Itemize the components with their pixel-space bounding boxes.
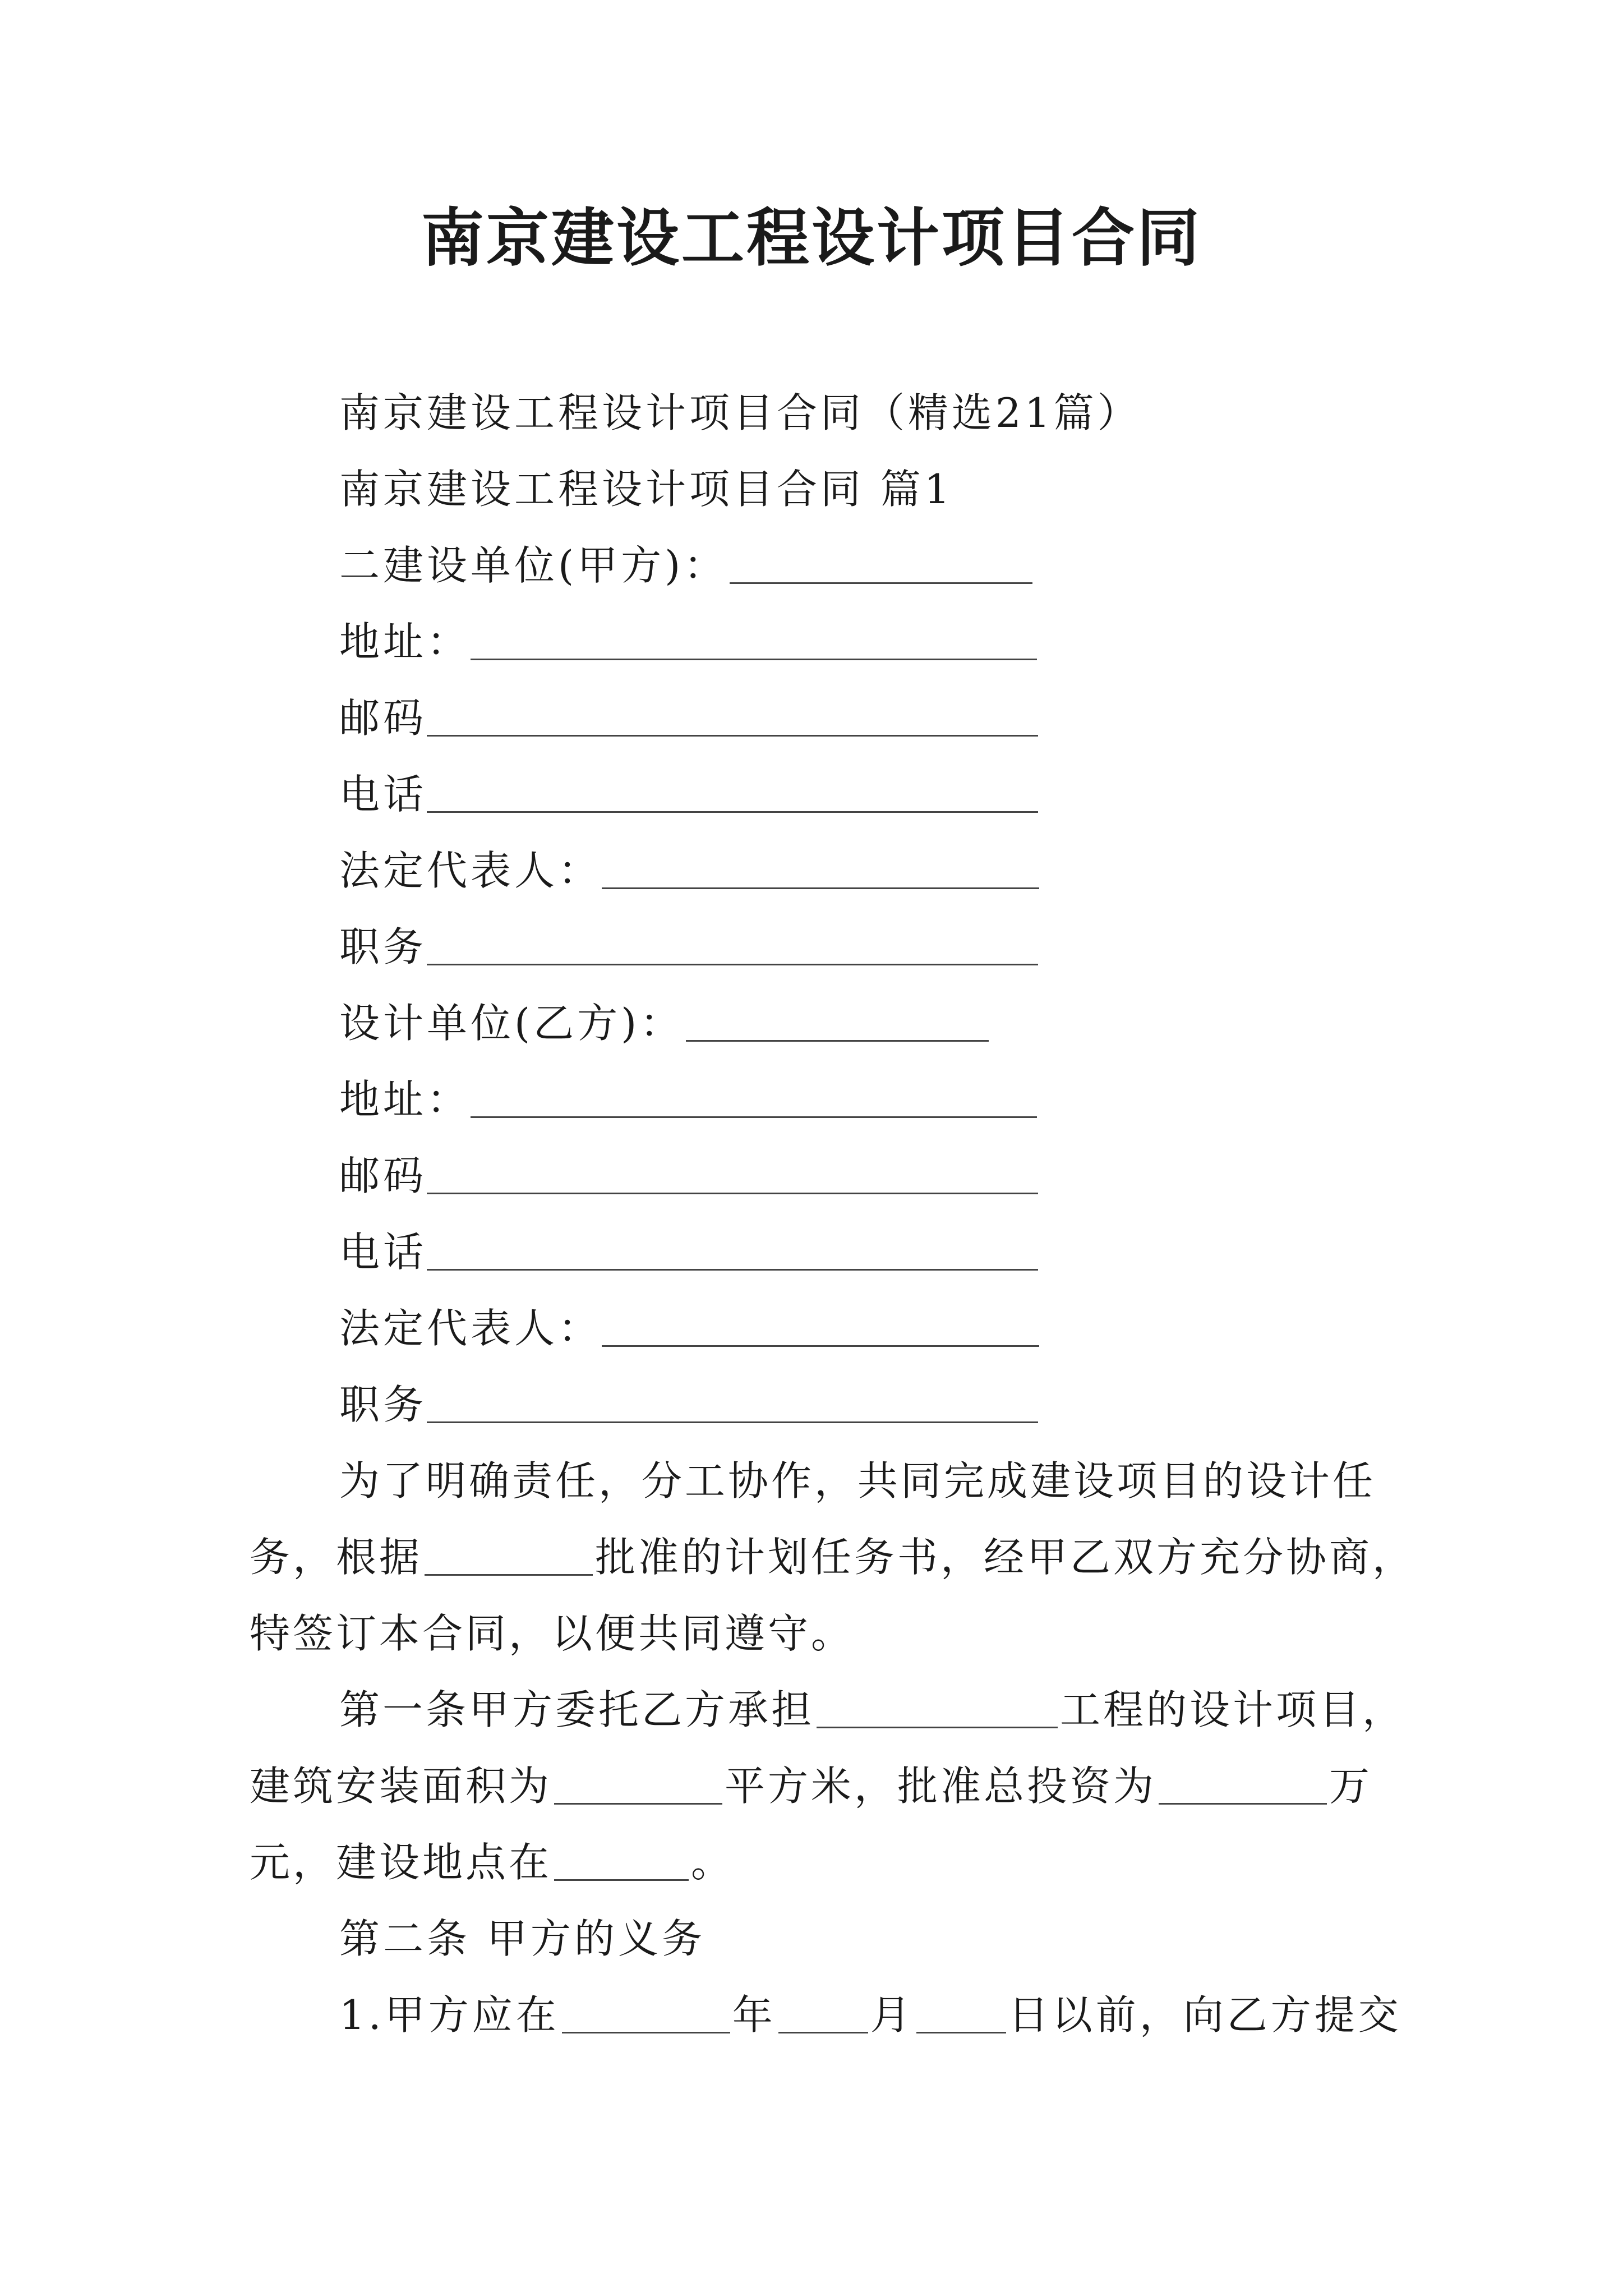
party-b-unit-row	[250, 985, 1394, 1061]
party-b-position-row	[250, 1366, 1394, 1443]
paragraph-line	[250, 1824, 1394, 1901]
party-a-unit-blank	[730, 542, 1032, 584]
paragraph-purpose	[250, 1443, 1416, 1672]
party-b-address-label: 地址：	[339, 1076, 471, 1123]
party-a-position-blank	[427, 923, 1038, 965]
paragraph-text: 月	[870, 1991, 914, 2039]
party-a-legal-rep-label: 法定代表人：	[339, 847, 602, 894]
paragraph-text: 。	[691, 1839, 735, 1886]
party-b-legal-rep-row	[250, 1290, 1394, 1366]
party-a-unit-row	[250, 527, 1394, 604]
approval-authority-blank	[425, 1534, 593, 1576]
party-b-position-label: 职务	[339, 1381, 427, 1428]
party-a-phone-label: 电话	[339, 771, 427, 818]
party-b-address-blank	[471, 1076, 1037, 1118]
location-blank	[554, 1839, 689, 1881]
paragraph-text: 第一条甲方委托乙方承担	[339, 1686, 815, 1733]
project-name-blank	[817, 1686, 1058, 1728]
day-blank	[916, 1991, 1006, 2033]
paragraph-text: 万	[1329, 1763, 1373, 1810]
party-a-unit-label: 二建设单位(甲方)：	[339, 542, 728, 589]
investment-blank	[1159, 1763, 1327, 1805]
party-b-postcode-blank	[427, 1152, 1038, 1194]
party-b-phone-label: 电话	[339, 1228, 427, 1276]
paragraph-text: 元，建设地点在	[250, 1839, 552, 1886]
party-b-legal-rep-blank	[602, 1305, 1039, 1347]
party-b-phone-blank	[427, 1228, 1038, 1271]
party-b-address-row	[250, 1061, 1394, 1138]
paragraph-text: 日以前，向乙方提交	[1008, 1991, 1402, 2039]
party-a-phone-blank	[427, 771, 1038, 813]
party-a-legal-rep-blank	[602, 847, 1039, 889]
paragraph-line: 特签订本合同，以便共同遵守。	[250, 1610, 855, 1657]
party-a-phone-row	[250, 756, 1394, 832]
paragraph-line: 为了明确责任，分工协作，共同完成建设项目的设计任	[339, 1457, 1376, 1504]
party-a-postcode-row	[250, 680, 1394, 756]
party-b-phone-row	[250, 1214, 1394, 1290]
year-blank	[562, 1991, 730, 2033]
party-b-legal-rep-label: 法定代表人：	[339, 1305, 602, 1352]
paragraph-text: 工程的设计项目，	[1060, 1686, 1406, 1733]
article-2-item-1	[250, 1977, 1402, 2053]
party-a-position-row	[250, 909, 1394, 985]
paragraph-text: 建筑安装面积为	[250, 1763, 552, 1810]
article-1	[250, 1672, 1406, 1901]
party-b-unit-label: 设计单位(乙方)：	[339, 1000, 684, 1047]
document-body	[250, 375, 1416, 2053]
party-b-position-blank	[427, 1381, 1038, 1423]
paragraph-line	[250, 1672, 1406, 1748]
paragraph-text: 年	[732, 1991, 776, 2039]
party-a-postcode-blank	[427, 694, 1038, 737]
area-blank	[554, 1763, 722, 1805]
party-a-address-blank	[471, 618, 1037, 660]
party-b-postcode-row	[250, 1138, 1394, 1214]
article-2-heading: 第二条 甲方的义务	[339, 1915, 706, 1962]
paragraph-line	[250, 1748, 1394, 1824]
month-blank	[778, 1991, 868, 2033]
party-b-unit-blank	[686, 1000, 989, 1042]
document-title: 南京建设工程设计项目合同	[421, 201, 1202, 275]
party-a-address-label: 地址：	[339, 618, 471, 665]
party-a-position-label: 职务	[339, 923, 427, 970]
paragraph-text: 1.甲方应在	[339, 1991, 560, 2039]
party-a-postcode-label: 邮码	[339, 694, 427, 742]
party-b-postcode-label: 邮码	[339, 1152, 427, 1199]
paragraph-line	[250, 1519, 1416, 1595]
section-heading: 南京建设工程设计项目合同 篇1	[339, 466, 953, 513]
paragraph-text: 批准的计划任务书，经甲乙双方充分协商，	[595, 1534, 1416, 1581]
party-a-legal-rep-row	[250, 832, 1394, 909]
paragraph-text: 平方米，批准总投资为	[725, 1763, 1157, 1810]
paragraph-text: 务，根据	[250, 1534, 423, 1581]
party-a-address-row	[250, 604, 1394, 680]
subtitle: 南京建设工程设计项目合同（精选21篇）	[339, 389, 1141, 436]
